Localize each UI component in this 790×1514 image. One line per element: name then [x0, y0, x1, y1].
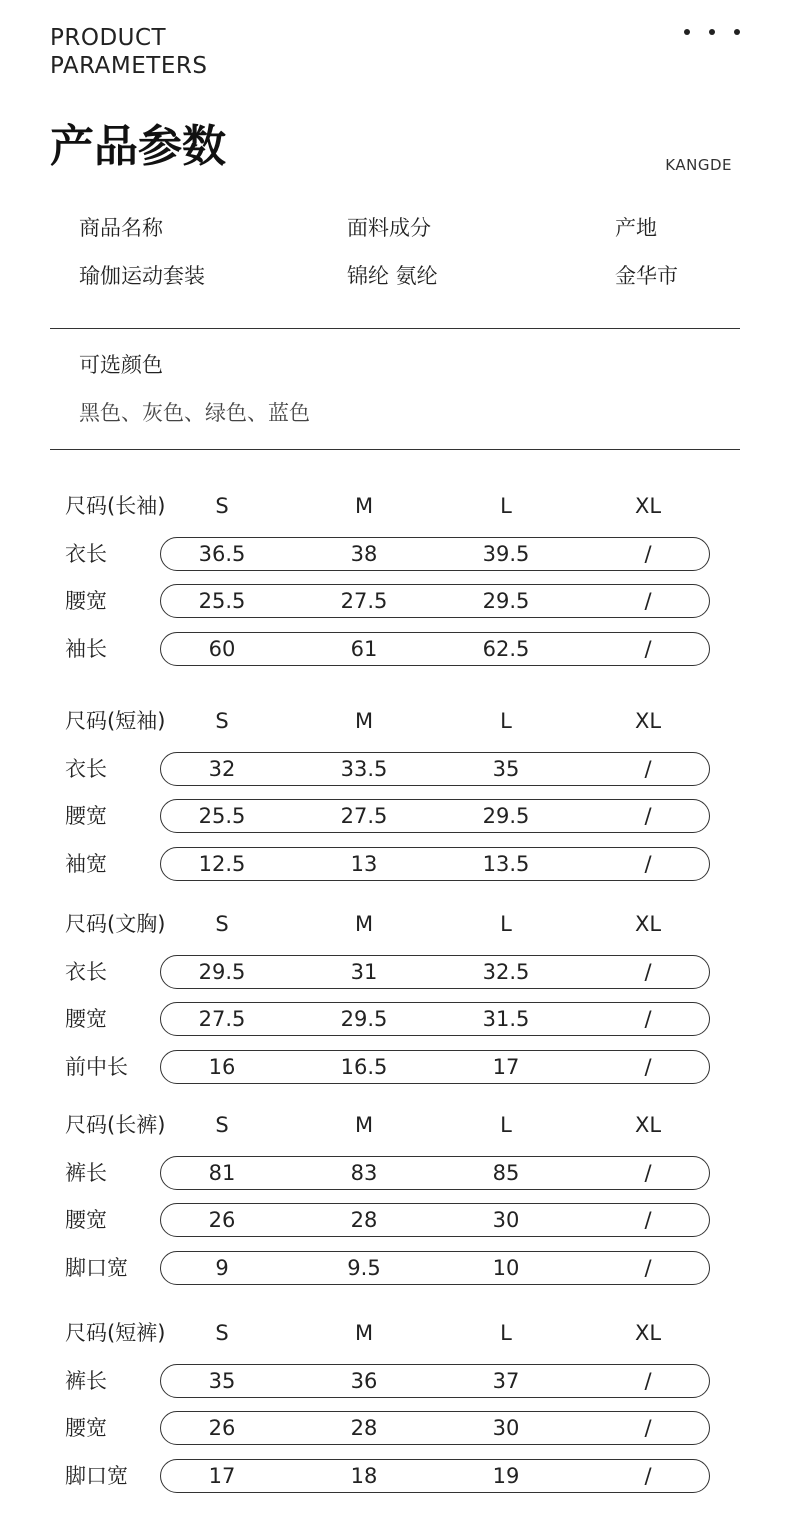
table-row: [0, 1251, 790, 1299]
size-s: S: [215, 1321, 229, 1345]
size-header-row: [0, 1316, 790, 1364]
value-xl: /: [644, 959, 652, 984]
fabric-label: 面料成分: [347, 216, 431, 240]
row-label: 衣长: [65, 756, 107, 781]
size-l: L: [500, 912, 512, 936]
value-l: 17: [492, 1055, 520, 1080]
value-l: 10: [492, 1256, 520, 1281]
value-l: 37: [492, 1368, 520, 1393]
brand-label: KANGDE: [665, 156, 732, 174]
size-s: S: [215, 494, 229, 518]
value-s: 25.5: [198, 589, 246, 614]
value-m: 61: [350, 637, 378, 662]
value-xl: /: [644, 756, 652, 781]
section-title-line-2: PARAMETERS: [50, 53, 208, 79]
row-label: 腰宽: [65, 804, 107, 829]
value-s: 29.5: [198, 959, 246, 984]
size-table-title: 尺码(文胸): [65, 912, 166, 936]
dot: [734, 29, 740, 35]
value-s: 26: [208, 1208, 236, 1233]
size-table-title: 尺码(短裤): [65, 1321, 166, 1345]
value-xl: /: [644, 1160, 652, 1185]
size-m: M: [354, 494, 374, 518]
value-l: 30: [492, 1208, 520, 1233]
value-xl: /: [644, 637, 652, 662]
size-table-long-pants: [0, 1108, 790, 1299]
value-l: 85: [492, 1160, 520, 1185]
value-m: 33.5: [340, 756, 388, 781]
size-xl: XL: [634, 1321, 662, 1345]
value-s: 81: [208, 1160, 236, 1185]
value-s: 25.5: [198, 804, 246, 829]
page-title: 产品参数: [50, 121, 226, 172]
value-l: 32.5: [482, 959, 530, 984]
value-xl: /: [644, 541, 652, 566]
value-m: 18: [350, 1464, 378, 1489]
size-header-row: [0, 704, 790, 752]
value-xl: /: [644, 1368, 652, 1393]
value-m: 36: [350, 1368, 378, 1393]
size-header-row: [0, 907, 790, 955]
size-table-bra: [0, 907, 790, 1098]
value-l: 39.5: [482, 541, 530, 566]
value-m: 28: [350, 1208, 378, 1233]
row-label: 衣长: [65, 959, 107, 984]
size-s: S: [215, 912, 229, 936]
value-xl: /: [644, 1055, 652, 1080]
value-s: 35: [208, 1368, 236, 1393]
row-label: 脚口宽: [65, 1256, 128, 1281]
more-horizontal-icon[interactable]: [684, 24, 740, 40]
table-row: [0, 584, 790, 632]
divider: [50, 449, 740, 450]
size-table-title: 尺码(长裤): [65, 1113, 166, 1137]
origin-value: 金华市: [615, 264, 678, 288]
value-m: 38: [350, 541, 378, 566]
value-s: 9: [215, 1256, 229, 1281]
value-m: 16.5: [340, 1055, 388, 1080]
size-l: L: [500, 494, 512, 518]
value-xl: /: [644, 1256, 652, 1281]
table-row: [0, 799, 790, 847]
colors-label: 可选颜色: [79, 353, 163, 377]
size-xl: XL: [634, 1113, 662, 1137]
size-m: M: [354, 1113, 374, 1137]
table-row: [0, 537, 790, 585]
dot: [684, 29, 690, 35]
value-xl: /: [644, 852, 652, 877]
value-m: 83: [350, 1160, 378, 1185]
value-m: 31: [350, 959, 378, 984]
value-m: 27.5: [340, 589, 388, 614]
size-s: S: [215, 1113, 229, 1137]
size-xl: XL: [634, 709, 662, 733]
row-label: 袖长: [65, 637, 107, 662]
value-s: 16: [208, 1055, 236, 1080]
value-s: 27.5: [198, 1007, 246, 1032]
value-xl: /: [644, 1416, 652, 1441]
row-label: 前中长: [65, 1055, 128, 1080]
value-m: 9.5: [347, 1256, 381, 1281]
value-s: 17: [208, 1464, 236, 1489]
value-l: 29.5: [482, 589, 530, 614]
value-m: 13: [350, 852, 378, 877]
value-l: 62.5: [482, 637, 530, 662]
row-label: 腰宽: [65, 1007, 107, 1032]
value-l: 19: [492, 1464, 520, 1489]
divider: [50, 328, 740, 329]
value-l: 13.5: [482, 852, 530, 877]
value-l: 29.5: [482, 804, 530, 829]
section-title-english: [50, 24, 207, 80]
colors-value: 黑色、灰色、绿色、蓝色: [79, 401, 310, 425]
table-row: [0, 632, 790, 680]
size-l: L: [500, 1113, 512, 1137]
value-m: 29.5: [340, 1007, 388, 1032]
section-title-line-1: PRODUCT: [50, 25, 167, 51]
value-m: 28: [350, 1416, 378, 1441]
value-s: 32: [208, 756, 236, 781]
size-m: M: [354, 709, 374, 733]
row-label: 袖宽: [65, 852, 107, 877]
value-s: 60: [208, 637, 236, 662]
table-row: [0, 1156, 790, 1204]
size-s: S: [215, 709, 229, 733]
size-xl: XL: [634, 912, 662, 936]
size-m: M: [354, 1321, 374, 1345]
table-row: [0, 1459, 790, 1507]
value-xl: /: [644, 589, 652, 614]
size-header-row: [0, 489, 790, 537]
size-l: L: [500, 1321, 512, 1345]
table-row: [0, 1050, 790, 1098]
value-xl: /: [644, 1007, 652, 1032]
value-l: 30: [492, 1416, 520, 1441]
size-header-row: [0, 1108, 790, 1156]
table-row: [0, 955, 790, 1003]
table-row: [0, 1002, 790, 1050]
row-label: 裤长: [65, 1368, 107, 1393]
table-row: [0, 847, 790, 895]
table-row: [0, 752, 790, 800]
row-label: 腰宽: [65, 1208, 107, 1233]
row-label: 裤长: [65, 1160, 107, 1185]
value-xl: /: [644, 1464, 652, 1489]
value-l: 31.5: [482, 1007, 530, 1032]
table-row: [0, 1411, 790, 1459]
size-table-shorts: [0, 1316, 790, 1507]
dot: [709, 29, 715, 35]
product-name-value: 瑜伽运动套装: [79, 264, 205, 288]
row-label: 腰宽: [65, 1416, 107, 1441]
table-row: [0, 1203, 790, 1251]
value-s: 36.5: [198, 541, 246, 566]
value-l: 35: [492, 756, 520, 781]
value-s: 26: [208, 1416, 236, 1441]
value-xl: /: [644, 1208, 652, 1233]
size-table-title: 尺码(短袖): [65, 709, 166, 733]
fabric-value: 锦纶 氨纶: [347, 264, 438, 288]
value-xl: /: [644, 804, 652, 829]
row-label: 腰宽: [65, 589, 107, 614]
size-m: M: [354, 912, 374, 936]
size-l: L: [500, 709, 512, 733]
row-label: 脚口宽: [65, 1464, 128, 1489]
value-m: 27.5: [340, 804, 388, 829]
size-table-long-sleeve: [0, 489, 790, 680]
size-xl: XL: [634, 494, 662, 518]
size-table-title: 尺码(长袖): [65, 494, 166, 518]
table-row: [0, 1364, 790, 1412]
origin-label: 产地: [615, 216, 657, 240]
row-label: 衣长: [65, 541, 107, 566]
value-s: 12.5: [198, 852, 246, 877]
size-table-short-sleeve: [0, 704, 790, 895]
product-name-label: 商品名称: [79, 216, 163, 240]
